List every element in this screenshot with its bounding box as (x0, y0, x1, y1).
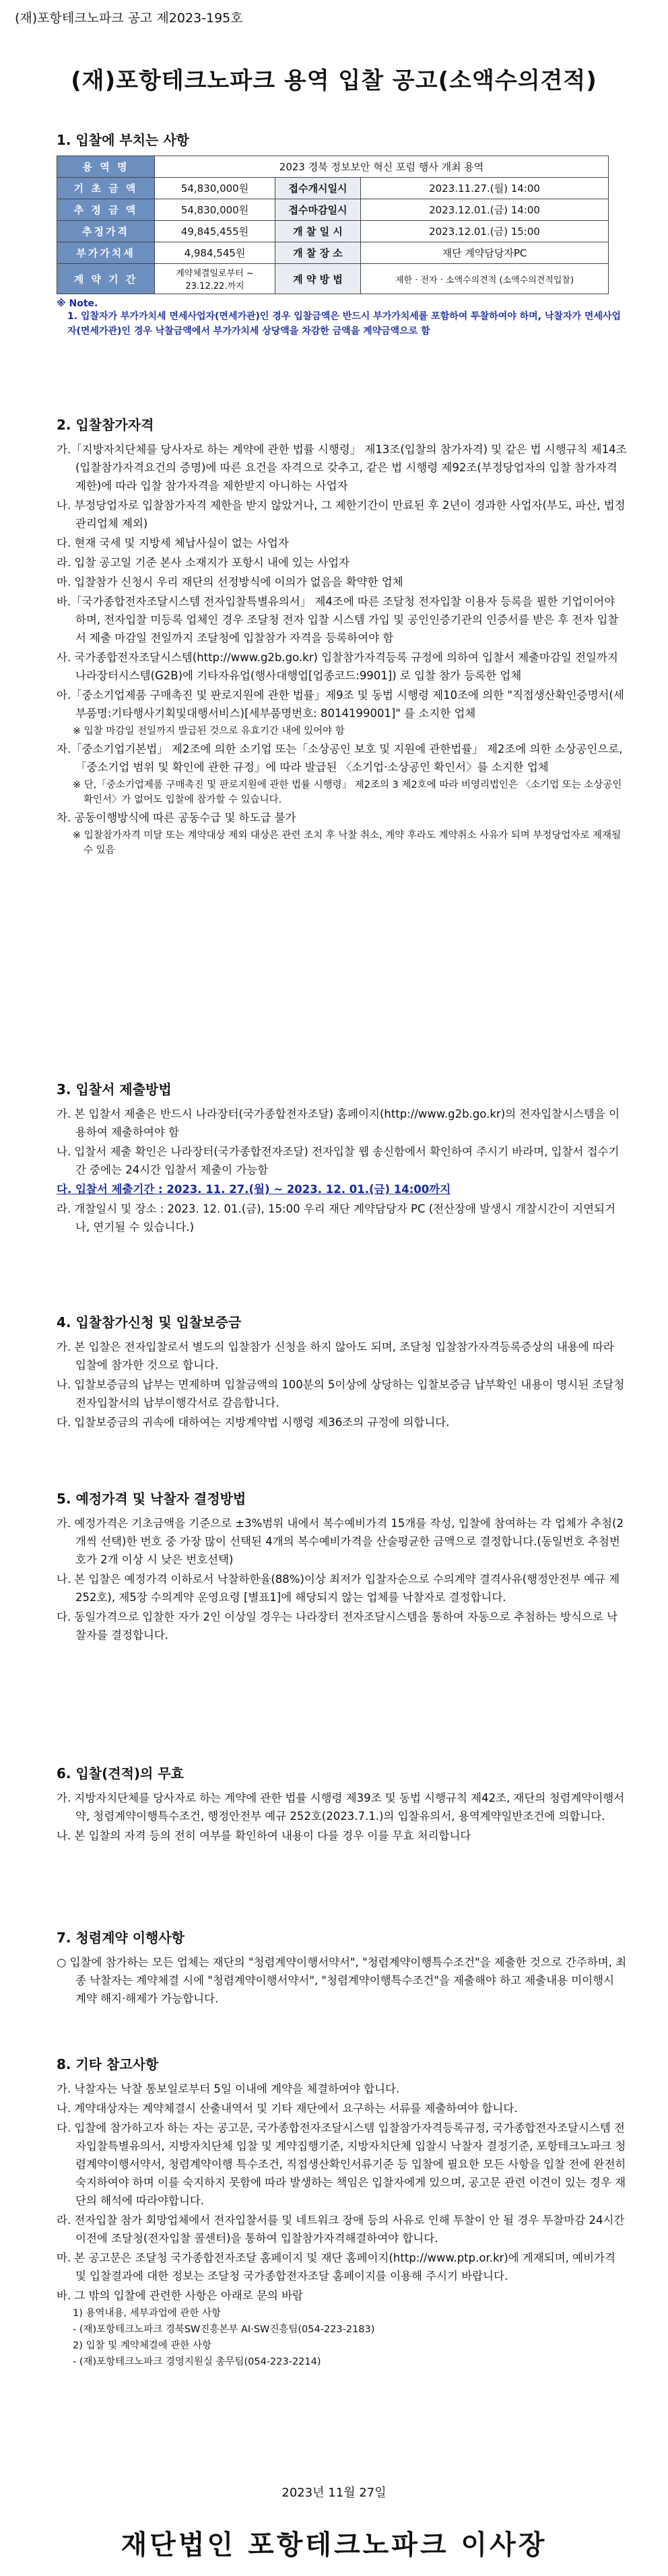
table-value: 2023 경북 정보보안 혁신 포럼 행사 개최 용역 (155, 156, 609, 178)
table-row (57, 221, 609, 242)
section-deposit (57, 1312, 628, 1433)
section-heading: 5. 예정가격 및 낙찰자 결정방법 (57, 1491, 246, 1507)
table-value: 54,830,000원 (155, 199, 275, 221)
contact-line: - (재)포항테크노파크 경영지원실 총무팀(054-223-2214) (73, 2357, 321, 2367)
table-value: 2023.12.01.(금) 15:00 (361, 221, 609, 242)
list-item: 다. 현재 국세 및 지방세 체납사실이 없는 사업자 (57, 537, 289, 549)
list-item: 나. 입찰서 제출 확인은 나라장터(국가종합전자조달) 전자입찰 웹 송신함에서 확인하여 주시기 바라며, 입찰서 접수기간 중에는 24시간 입찰서 제출이 가능함 (57, 1145, 620, 1176)
note-body: 1. 입찰자가 부가가치세 면세사업자(면세가관)인 경우 입찰금액은 반드시 부가가치세를 포함하여 투찰하여야 하며, 낙찰자가 면세사업자(면세가관)인 경우 낙찰금액에서 부가가치세 상당액을 차감한 금액을 계약금액으로 함 (67, 311, 621, 337)
table-label: 개 찰 일 시 (275, 221, 361, 242)
section-bid-items (57, 129, 628, 339)
list-item: 나. 본 입찰은 예정가격 이하로서 낙찰하한율(88%)이상 최저가 입찰자순으로 수의계약 결격사유(행정안전부 예규 제252호), 제5장 수의계약 운영요령 [별표1]에 해당되지 않는 업체를 낙찰자로 결정합니다. (57, 1573, 620, 1604)
table-label: 계 약 기 간 (57, 264, 155, 294)
table-value: 제한 · 전자 · 소액수의견적 (소액수의견적입찰) (361, 264, 609, 294)
section-eligibility (57, 414, 628, 859)
list-item: 나. 계약대상자는 계약체결시 산출내역서 및 기타 재단에서 요구하는 서류를 제출하여야 합니다. (57, 2102, 518, 2115)
list-item: 자.「중소기업기본법」 제2조에 의한 소기업 또는「소상공인 보호 및 지원에 관한법률」 제2조에 의한 소상공인으로,「중소기업 범위 및 확인에 관한 규정」에 따라 발급된 〈소기업·소상공인 확인서〉를 소지한 업체 (57, 743, 623, 774)
list-item: 가. 지방자치단체를 당사자로 하는 계약에 관한 법률 시행령 제39조 및 동법 시행규칙 제42조, 재단의 청렴계약이행서약, 청렴계약이행특수조건, 행정안전부 예규 252호(2023.7.1.)의 입찰유의서, 용역계약일반조건에 의합니다. (57, 1792, 625, 1823)
contact-line: 2) 입찰 및 계약체결에 관한 사항 (73, 2340, 212, 2351)
bid-info-table (57, 156, 609, 294)
list-item: 차. 공동이행방식에 따른 공동수급 및 하도급 불가 (57, 811, 296, 824)
table-row (57, 178, 609, 199)
list-item: 마. 본 공고문은 조달청 국가종합전자조달 홈페이지 및 재단 홈페이지(http://www.ptp.or.kr)에 게재되며, 예비가격 및 입찰결과에 대한 정보는 조달청 국가종합전자조달 홈페이지를 이용해 주시기 바랍니다. (57, 2251, 615, 2282)
list-item: 나. 본 입찰의 자격 등의 전히 여부를 확인하여 내용이 다를 경우 이를 무효 처리합니다 (57, 1829, 471, 1842)
table-label: 용 역 명 (57, 156, 155, 178)
section-submission (57, 1079, 628, 1238)
list-item: 가. 본 입찰서 제출은 반드시 나라장터(국가종합전자조달) 홈페이지(http://www.g2b.go.kr)의 전자입찰시스템을 이용하여 제출하여야 함 (57, 1108, 620, 1139)
list-item: 마. 입찰참가 신청시 우리 재단의 선정방식에 이의가 없음을 확약한 업체 (57, 576, 403, 588)
list-item: 나. 입찰보증금의 납부는 면제하며 입찰금액의 100분의 5이상에 상당하는 입찰보증금 납부확인 내용이 명시된 조달청 전자입찰서의 납부이행각서로 갈음합니다. (57, 1378, 625, 1409)
list-item: 가.「지방자치단체를 당사자로 하는 계약에 관한 법률 시행령」 제13조(입찰의 참가자격) 및 같은 법 시행규칙 제14조(입찰참가자격요건의 증명)에 따른 요건을 자격으로 갖추고, 같은 법 시행령 제92조(부정당업자의 입찰 참가자격 제한)에 따라 입찰 참가자격을 제한받지 아니하는 사업자 (57, 443, 627, 492)
notice-date: 2023년 11월 27일 (281, 2486, 387, 2500)
list-item: 가. 예정가격은 기초금액을 기준으로 ±3%범위 내에서 복수예비가격 15개를 작성, 입찰에 참여하는 각 업체가 추첨(2개씩 선택)한 번호 중 가장 많이 선택된 4개의 복수예비가격을 산술평균한 금액으로 결정합니다.(동일번호 추첨번호가 2개 이상 시 낮은 번호선택) (57, 1517, 624, 1566)
table-value: 재단 계약담당자PC (361, 242, 609, 264)
table-row (57, 199, 609, 221)
page-title: (재)포항테크노파크 용역 입찰 공고(소액수의견적) (71, 67, 597, 94)
table-value: 2023.12.01.(금) 14:00 (361, 199, 609, 221)
list-subnote: ※ 입찰 마감일 전일까지 발급된 것으로 유효기간 내에 있어야 함 (73, 726, 345, 737)
list-item: 다. 입찰보증금의 귀속에 대하여는 지방계약법 시행령 제36조의 규정에 의합니다. (57, 1416, 450, 1429)
table-row (57, 156, 609, 178)
table-value: 49,845,455원 (155, 221, 275, 242)
table-label: 접수개시일시 (275, 178, 361, 199)
table-label: 추 정 금 액 (57, 199, 155, 221)
list-item: ○ 입찰에 참가하는 모든 업체는 재단의 "청렴계약이행서약서", "청렴계약이행특수조건"을 제출한 것으로 간주하며, 최종 낙찰자는 계약체결 시에 "청렴계약이행서약서", "청렴계약이행특수조건"을 제출해야 하고 제출내용 미이행시 계약 해지·해제가 가능합니다. (57, 1956, 627, 2005)
table-label: 접수마감일시 (275, 199, 361, 221)
table-row (57, 242, 609, 264)
section-heading: 1. 입찰에 부치는 사항 (57, 132, 189, 148)
list-item: 라. 입찰 공고일 기준 본사 소재지가 포항시 내에 있는 사업자 (57, 556, 349, 569)
table-label: 계 약 방 법 (275, 264, 361, 294)
table-value: 4,984,545원 (155, 242, 275, 264)
section-integrity (57, 1927, 628, 2009)
list-item: 다. 입찰에 참가하고자 하는 자는 공고문, 국가종합전자조달시스템 입찰참가자격등록규정, 국가종합전자조달시스템 전자입찰특별유의서, 지방자치단체 입찰 및 계약집행기준, 지방자치단체 입찰시 낙찰자 결정기준, 포항테크노파크 청렴계약이행서약서, 청렴계약이행 특수조건, 직접생산확인서류기준 등 입찰에 필요한 모든 사항을 입찰 전에 완전히 숙지하여야 하며 이를 숙지하지 못함에 따라 발생하는 책임은 입찰자에게 있으며, 공고문 관련 이견이 있는 경우 재단의 해석에 따라야합니다. (57, 2122, 626, 2207)
list-item: 아.「중소기업제품 구매촉진 및 판로지원에 관한 법률」제9조 및 동법 시행령 제10조에 의한 "직접생산확인증명서(세부품명:기타행사기획및대행서비스)[세부품명번호: 8014199001]" 를 소지한 업체 (57, 689, 624, 720)
table-value: 계약체결일로부터 ~ 23.12.22.까지 (155, 264, 275, 294)
table-label: 부가가치세 (57, 242, 155, 264)
list-item: 나. 부정당업자로 입찰참가자격 제한을 받지 않았거나, 그 제한기간이 만료된 후 2년이 경과한 사업자(부도, 파산, 법정관리업체 제외) (57, 499, 626, 530)
section-heading: 4. 입찰참가신청 및 입찰보증금 (57, 1314, 242, 1330)
list-item: 가. 낙찰자는 낙찰 통보일로부터 5일 이내에 계약을 체결하여야 합니다. (57, 2082, 400, 2095)
section-other (57, 2054, 628, 2371)
table-value: 54,830,000원 (155, 178, 275, 199)
issuer-signature: 재단법인 포항테크노파크 이사장 (121, 2530, 547, 2561)
list-item: 사. 국가종합전자조달시스템(http://www.g2b.go.kr) 입찰참가자격등록 규정에 의하여 입찰서 제출마감일 전일까지 나라장터시스템(G2B)에 기타자유업(행사대행업[업종코드:9901]) 로 입찰 참가 등록한 업체 (57, 651, 618, 682)
section-heading: 3. 입찰서 제출방법 (57, 1081, 172, 1097)
section-heading: 7. 청렴계약 이행사항 (57, 1930, 185, 1946)
section-pricing (57, 1488, 628, 1646)
list-subnote: ※ 단,「중소기업제품 구매촉진 및 판로지원에 관한 법률 시행령」 제2조의 3 제2호에 따라 비영리법인은 〈소기업 또는 소상공인 확인서〉가 없어도 입찰에 참가할 수 있습니다. (73, 780, 622, 805)
list-item: 바.「국가종합전자조달시스템 전자입찰특별유의서」 제4조에 따른 조달청 전자입찰 이용자 등록을 필한 기업이어야 하며, 전자입찰 미등록 업체인 경우 조달청 전자 입찰 시스템 가입 및 공인인증기관의 인증서를 받은 후 전자 입찰서 제출 마감일 전일까지 조달청에 입찰참가 자격을 등록하여야 함 (57, 595, 619, 644)
table-label: 추정가격 (57, 221, 155, 242)
table-row (57, 264, 609, 294)
section-heading: 6. 입찰(견적)의 무효 (57, 1765, 184, 1782)
list-item: 라. 전자입찰 참가 회망업체에서 전자입찰서를 및 네트워크 장애 등의 사유로 인해 투찰이 안 될 경우 투찰마감 24시간 이전에 조달청(전자입찰 콜센터)을 통하여 입찰참가자격해결하여야 합니다. (57, 2214, 625, 2245)
section-heading: 8. 기타 참고사항 (57, 2056, 159, 2072)
table-label: 기 초 금 액 (57, 178, 155, 199)
list-item: 가. 본 입찰은 전자입찰로서 별도의 입찰참가 신청을 하지 않아도 되며, 조달청 입찰참가자격등록증상의 내용에 따라 입찰에 참가한 것으로 합니다. (57, 1341, 614, 1371)
list-item: 다. 입찰서 제출기간 : 2023. 11. 27.(월) ~ 2023. 12. 01.(금) 14:00까지 (57, 1183, 451, 1196)
contact-line: 1) 용역내용, 세부과업에 관한 사항 (73, 2308, 222, 2319)
contact-line: - (재)포항테크노파크 경북SW진흥본부 AI·SW진흥팀(054-223-2183) (73, 2324, 375, 2335)
table-label: 개 찰 장 소 (275, 242, 361, 264)
section-invalid (57, 1763, 628, 1846)
note-heading: ※ Note. (57, 298, 98, 309)
list-item: 바. 그 밖의 입찰에 관련한 사항은 아래로 문의 바람 (57, 2289, 303, 2302)
list-subnote: ※ 입찰참가자격 미달 또는 계약대상 제외 대상은 관련 조치 후 낙찰 취소, 계약 후라도 계약취소 사유가 되며 부정당업자로 제재될 수 있음 (73, 830, 622, 856)
notice-number: (재)포항테크노파크 공고 제2023-195호 (15, 11, 243, 26)
list-item: 라. 개찰일시 및 장소 : 2023. 12. 01.(금), 15:00 우리 재단 계약담당자 PC (전산장애 발생시 개찰시간이 지연되거나, 연기될 수 있습니다.) (57, 1202, 615, 1233)
section-heading: 2. 입찰참가자격 (57, 417, 154, 433)
table-value: 2023.11.27.(월) 14:00 (361, 178, 609, 199)
list-item: 다. 동일가격으로 입찰한 자가 2인 이상일 경우는 나라장터 전자조달시스템을 통하여 자동으로 추첨하는 방식으로 낙찰자를 결정합니다. (57, 1611, 618, 1641)
